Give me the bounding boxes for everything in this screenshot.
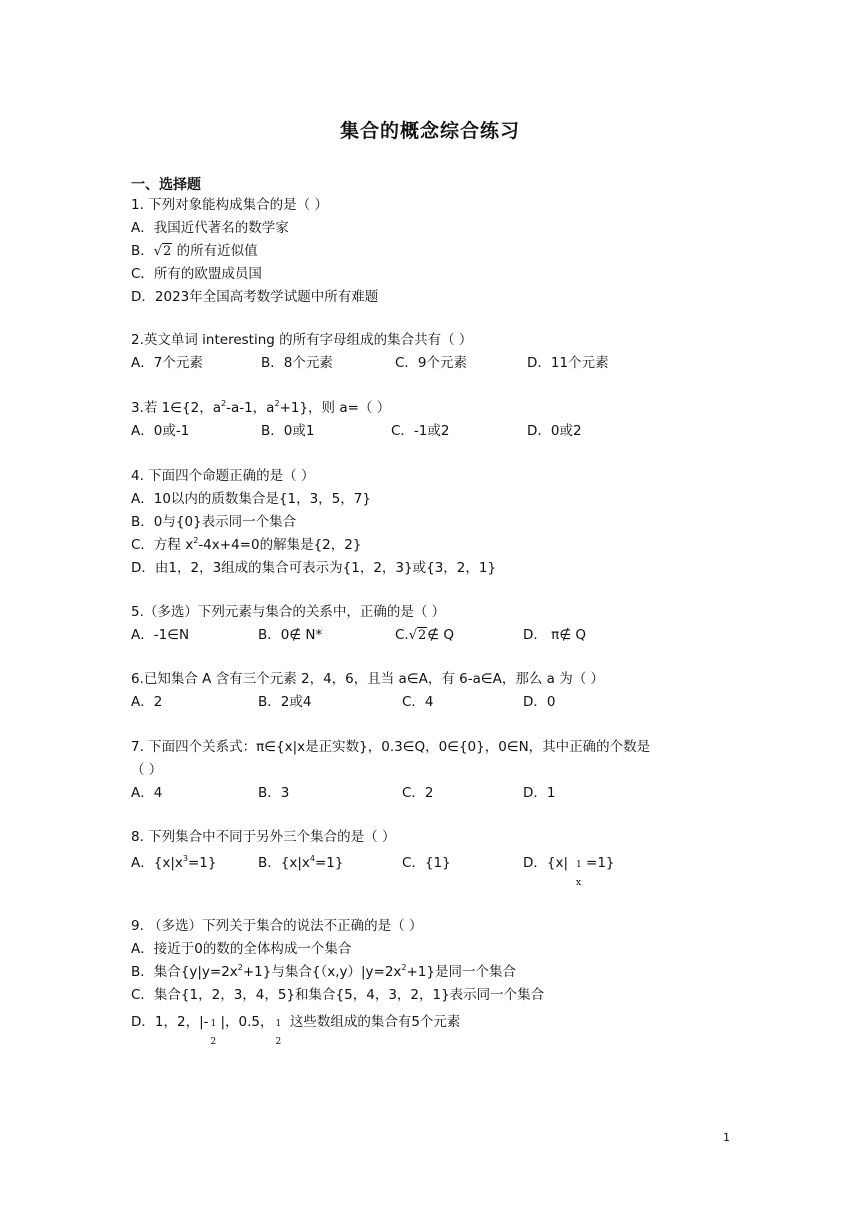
- sqrt-expression: √2: [408, 628, 427, 643]
- option-part: D．1，2，: [131, 1014, 200, 1030]
- option-part: D．{x|: [523, 855, 569, 871]
- question-5-options: [131, 625, 731, 645]
- fraction: [209, 1012, 221, 1047]
- page-number: 1: [723, 1131, 730, 1144]
- sqrt-expression: √2: [153, 244, 172, 259]
- question-5-option-c: [395, 625, 454, 646]
- fraction-denominator: 2: [210, 1037, 217, 1047]
- question-2-option-a: A．7个元素: [131, 355, 203, 371]
- question-9-stem: 9. （多选）下列关于集合的说法不正确的是（ ）: [131, 918, 423, 934]
- option-part: B．集合{y|y=2x: [131, 964, 238, 980]
- fraction-numerator: 1: [210, 1019, 217, 1029]
- option-part: -4x+4=0的解集是{2，2}: [198, 537, 362, 553]
- question-1-option-d: D．2023年全国高考数学试题中所有难题: [131, 289, 379, 305]
- fraction-denominator: 2: [275, 1037, 282, 1047]
- question-6-stem: 6.已知集合 A 含有三个元素 2，4，6，且当 a∈A，有 6-a∈A，那么 a 为（ ）: [131, 671, 604, 687]
- question-7-option-b: B．3: [258, 785, 290, 801]
- question-5-stem: 5.（多选）下列元素与集合的关系中，正确的是（ ）: [131, 604, 446, 620]
- question-7-stem-continued: （ ）: [131, 762, 163, 778]
- question-2-option-d: D．11个元素: [527, 355, 609, 371]
- page-title: 集合的概念综合练习: [339, 120, 520, 142]
- option-suffix: ∉ Q: [427, 627, 454, 643]
- radicand: 2: [163, 244, 172, 259]
- question-8-option-d: [523, 853, 615, 888]
- question-8-stem: 8. 下列集合中不同于另外三个集合的是（ ）: [131, 829, 396, 845]
- question-2-stem: 2.英文单词 interesting 的所有字母组成的集合共有（ ）: [131, 332, 473, 348]
- question-3-option-a: A．0或-1: [131, 423, 190, 439]
- stem-part: -a-1，a: [226, 400, 275, 416]
- absolute-value-open: |-: [199, 1014, 209, 1030]
- question-6-option-b: B．2或4: [258, 694, 312, 710]
- question-1-option-a: A．我国近代著名的数学家: [131, 220, 289, 236]
- question-1-stem: 1. 下列对象能构成集合的是（ ）: [131, 197, 328, 213]
- question-7-option-c: C．2: [402, 785, 434, 801]
- option-part: 这些数组成的集合有5个元素: [285, 1014, 461, 1030]
- option-part: =1}: [187, 855, 217, 871]
- stem-part: +1}，则 a=（ ）: [279, 400, 391, 416]
- question-1-option-b: [131, 241, 258, 262]
- option-prefix: C.: [395, 627, 409, 643]
- question-3-option-c: C．-1或2: [391, 423, 450, 439]
- radicand: 2: [418, 628, 427, 643]
- question-6-option-d: D．0: [523, 694, 556, 710]
- option-part: A．{x|x: [131, 855, 183, 871]
- question-8-option-a: [131, 853, 216, 873]
- question-2-options: [131, 353, 731, 373]
- question-7-stem: 7. 下面四个关系式：π∈{x|x是正实数}，0.3∈Q，0∈{0}，0∈N，其中正确的个数是: [131, 739, 651, 755]
- option-part: +1}是同一个集合: [406, 964, 516, 980]
- question-2-option-b: B．8个元素: [261, 355, 333, 371]
- fraction-denominator: x: [576, 878, 582, 888]
- absolute-value-close: |，0.5，: [220, 1014, 274, 1030]
- question-3-option-b: B．0或1: [261, 423, 315, 439]
- fraction: [574, 853, 586, 888]
- fraction-numerator: 1: [576, 860, 582, 870]
- question-4-option-a: A．10以内的质数集合是{1，3，5，7}: [131, 491, 371, 507]
- question-9-option-d: [131, 1012, 460, 1046]
- question-4-option-c: [131, 535, 361, 555]
- option-b-suffix: 的所有近似值: [172, 243, 258, 259]
- question-6-options: [131, 692, 731, 712]
- question-5-option-b: B．0∉ N*: [258, 627, 323, 643]
- question-3-options: [131, 421, 731, 441]
- option-part: +1}与集合{（x,y）|y=2x: [242, 964, 402, 980]
- superscript: 4: [309, 854, 315, 863]
- question-9-option-b: [131, 962, 516, 982]
- question-1-option-c: C．所有的欧盟成员国: [131, 266, 262, 282]
- question-3-option-d: D．0或2: [527, 423, 582, 439]
- superscript: 2: [274, 399, 280, 408]
- option-part: B．{x|x: [258, 855, 310, 871]
- option-part: =1}: [586, 855, 615, 871]
- question-4-stem: 4. 下面四个命题正确的是（ ）: [131, 468, 315, 484]
- question-5-option-d: D． π∉ Q: [523, 627, 586, 643]
- question-8-option-c: C．{1}: [402, 855, 451, 871]
- question-7-option-a: A．4: [131, 785, 163, 801]
- question-4-option-d: D．由1，2，3组成的集合可表示为{1，2，3}或{3，2，1}: [131, 560, 497, 576]
- option-part: C．方程 x: [131, 537, 194, 553]
- section-heading: 一、选择题: [131, 177, 201, 193]
- superscript: 3: [182, 854, 188, 863]
- superscript: 2: [401, 963, 407, 972]
- question-4-option-b: B．0与{0}表示同一个集合: [131, 514, 297, 530]
- superscript: 2: [193, 536, 199, 545]
- question-8-options: [131, 853, 731, 887]
- fraction: [274, 1012, 286, 1047]
- question-6-option-a: A．2: [131, 694, 163, 710]
- question-7-options: [131, 783, 731, 803]
- question-8-option-b: [258, 853, 343, 873]
- question-9-option-c: C．集合{1，2，3，4，5}和集合{5，4，3，2，1}表示同一个集合: [131, 987, 545, 1003]
- option-part: =1}: [314, 855, 344, 871]
- question-5-option-a: A．-1∈N: [131, 627, 190, 643]
- option-b-prefix: B．: [131, 243, 154, 259]
- question-3-stem: [131, 398, 390, 418]
- superscript: 2: [220, 399, 227, 408]
- question-9-option-a: A．接近于0的数的全体构成一个集合: [131, 941, 352, 957]
- stem-part: 3.若 1∈{2，a: [131, 400, 221, 416]
- question-7-option-d: D．1: [523, 785, 556, 801]
- question-2-option-c: C．9个元素: [395, 355, 468, 371]
- superscript: 2: [237, 963, 243, 972]
- fraction-numerator: 1: [275, 1019, 282, 1029]
- question-6-option-c: C．4: [402, 694, 434, 710]
